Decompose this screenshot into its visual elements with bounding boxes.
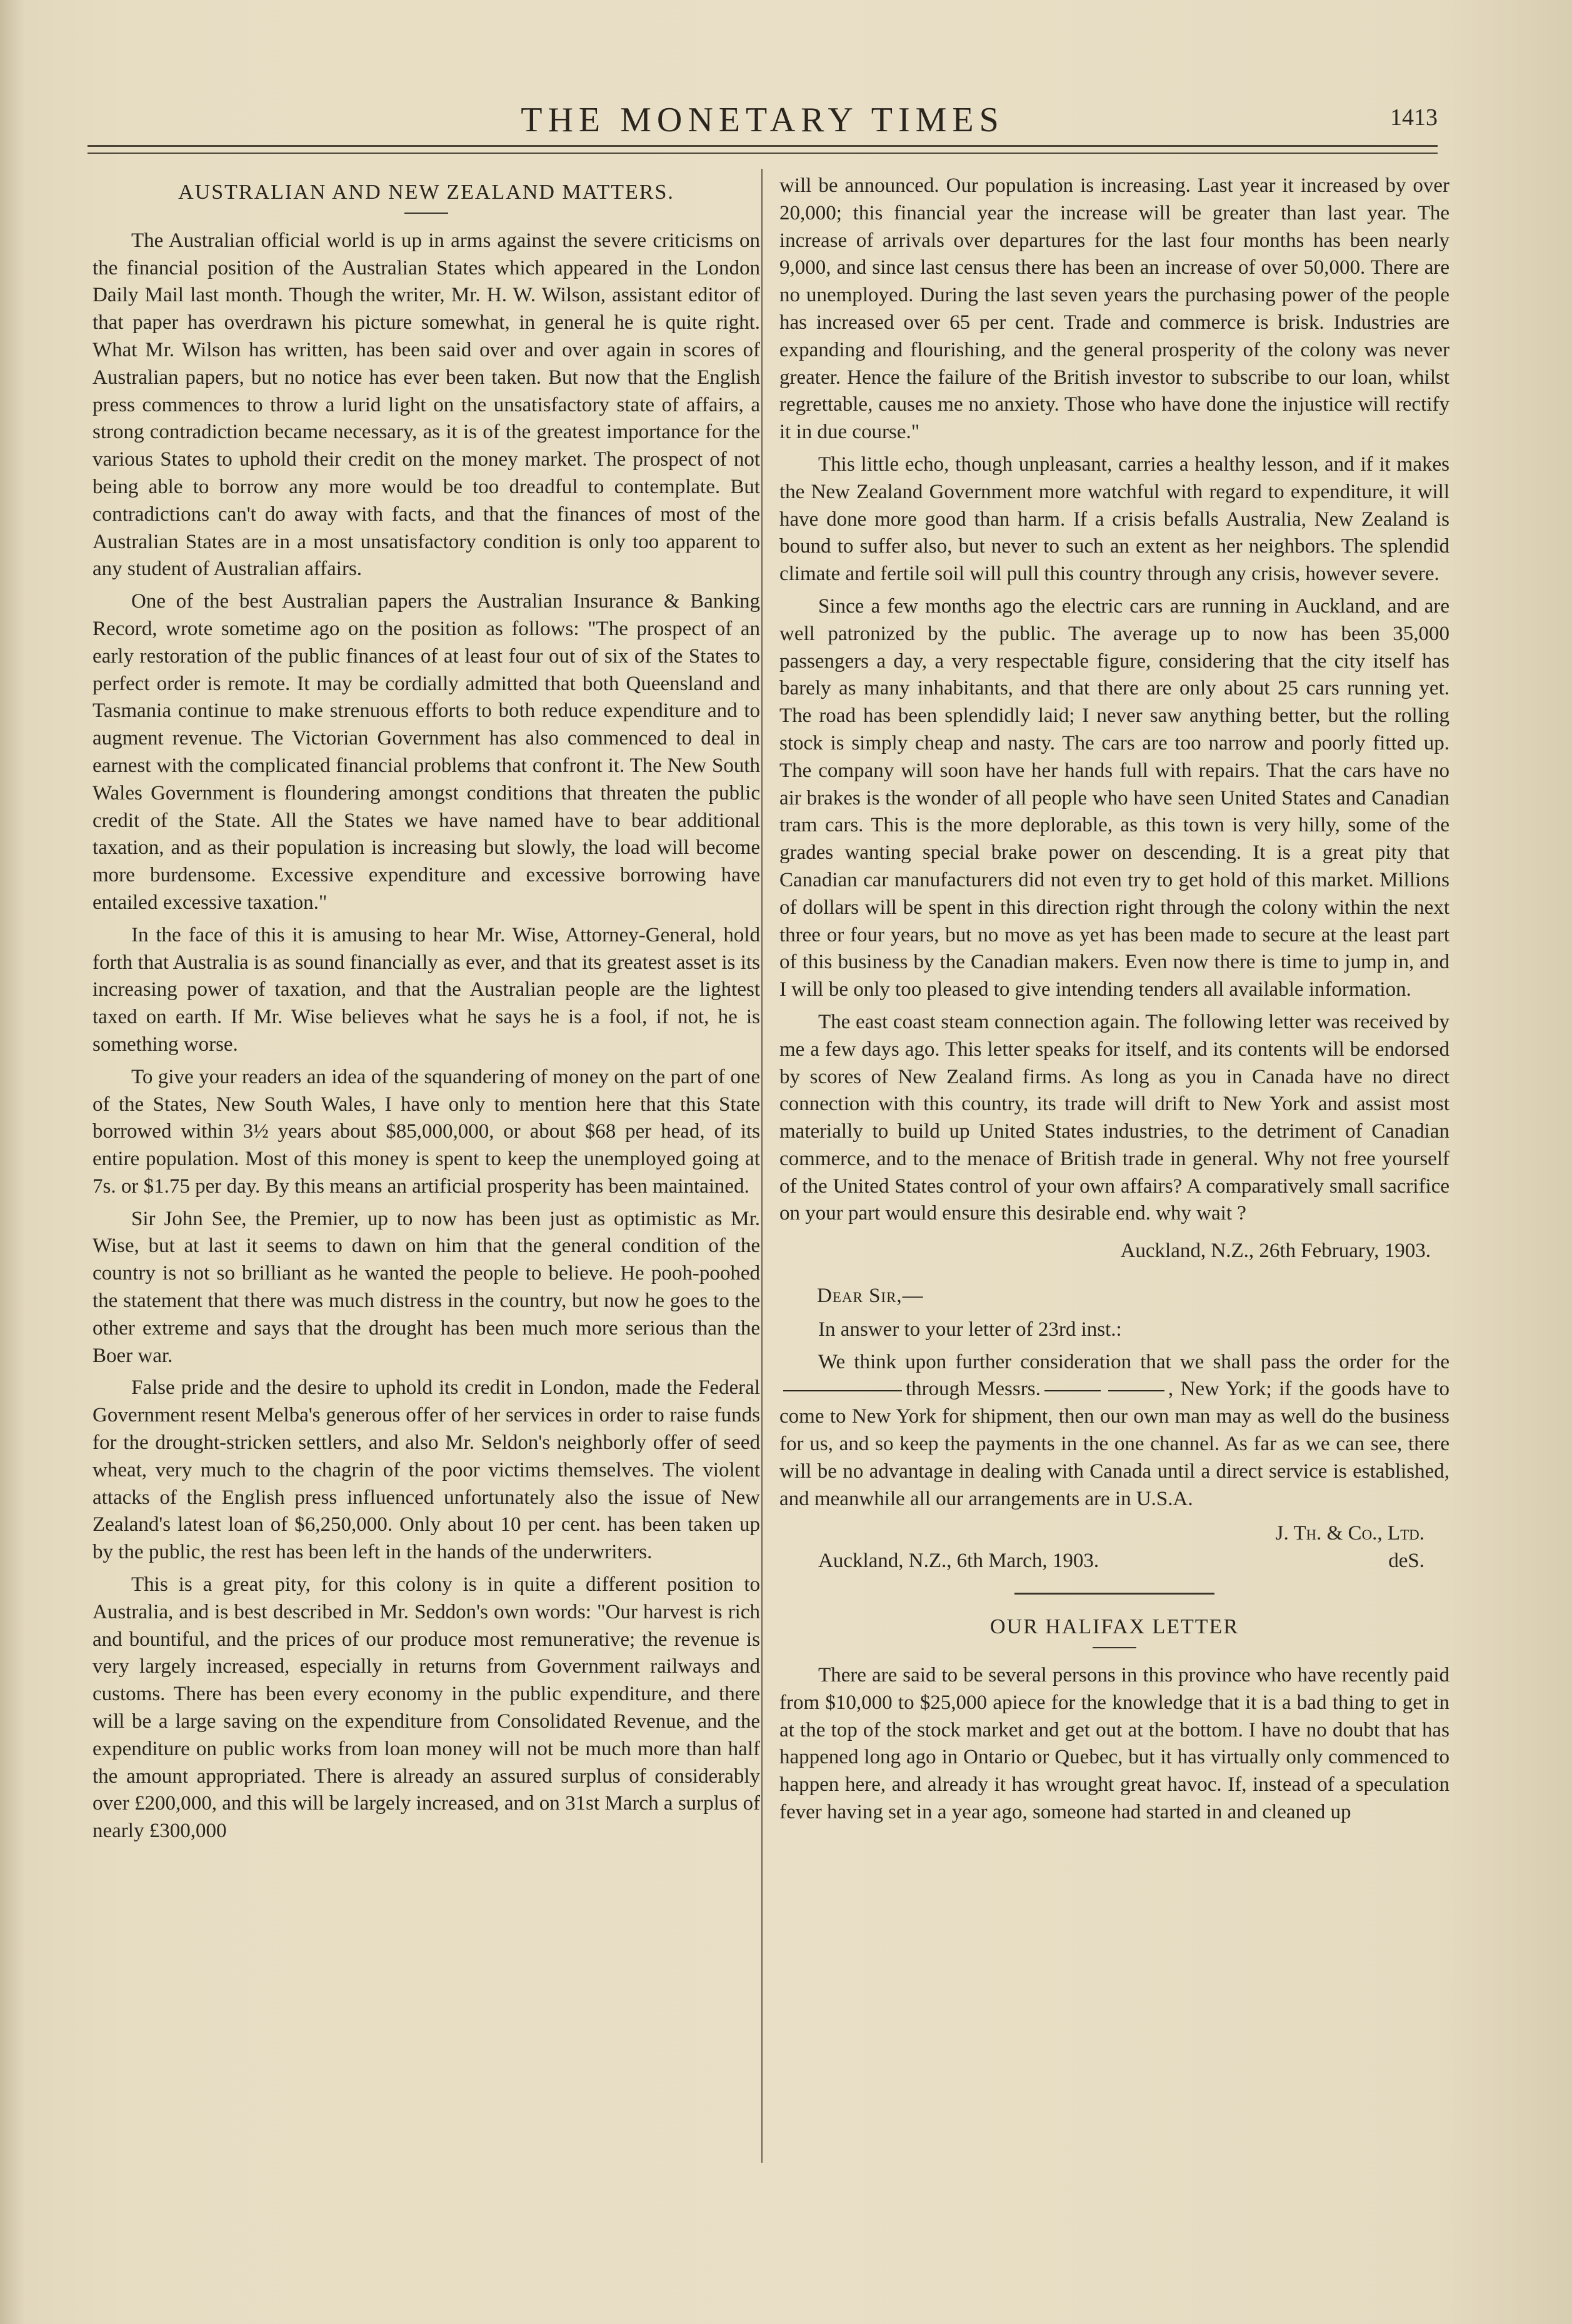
masthead bbox=[88, 100, 1438, 150]
page-number: 1413 bbox=[1390, 104, 1438, 131]
header-rule-thin bbox=[88, 153, 1438, 154]
redacted-blank bbox=[783, 1390, 902, 1391]
article-paragraph: To give your readers an idea of the squandering of money on the part of one of the States, New South Wales, I have only to mention here that this State borrowed within 3½ years about $85,000,000, or about $68 per head, of its entire population. Most of this money is spent to keep the unemployed going at 7s. or $1.75 per day. By this means an artificial prosperity has been maintained. bbox=[93, 1065, 760, 1198]
article-paragraph: In the face of this it is amusing to hear Mr. Wise, Attorney-General, hold forth that Australia is as sound financially as ever, and that its greatest asset is its increasing power of taxation, and that the Australian people are the lightest taxed on earth. If Mr. Wise believes what he says he is a fool, if not, he is something worse. bbox=[93, 923, 760, 1056]
column-divider bbox=[761, 169, 763, 2163]
heading-rule bbox=[404, 213, 448, 214]
redacted-blank bbox=[1108, 1390, 1164, 1391]
article-end-rule bbox=[1014, 1593, 1214, 1595]
letter-body bbox=[779, 1316, 1449, 1513]
article-paragraph: This is a great pity, for this colony is in quite a different position to Australia, and is best described in Mr. Seddon's own words: "Our harvest is rich and bountiful, and the prices of our produce most remunerative; the revenue is very largely increased, especially in returns from Government railways and customs. There has been every economy in the public expenditure, and there will be a large saving on the expenditure from Consolidated Revenue, and the expenditure on public works from loan money will not be much more than half the amount appropriated. There is already an assured surplus of considerably over £200,000, and this will be largely increased, and on 31st March a surplus of nearly £300,000 bbox=[93, 1573, 760, 1843]
article-paragraph: One of the best Australian papers the Australian Insurance & Banking Record, wrote sometime ago on the position as follows: "The prospect of an early restoration of the public finances of at least four out of six of the States to perfect order is remote. It may be cordially admitted that both Queensland and Tasmania continue to make strenuous efforts to both reduce expenditure and to augment revenue. The Victorian Government has also commenced to deal in earnest with the complicated financial problems that confront it. The New South Wales Government is floundering amongst conditions that threaten the public credit of the State. All the States we have named have to bear additional taxation, and as their population is increasing but slowly, the load will become more burdensome. Excessive expenditure and excessive borrowing have entailed excessive taxation." bbox=[93, 590, 760, 914]
article-paragraph: Since a few months ago the electric cars are running in Auckland, and are well patronized by the public. The average up to now has been 35,000 passengers a day, a very respectable figure, considering that the city itself has barely as many inhabitants, and that there are only about 25 cars running yet. The road has been splendidly laid; I never saw anything better, but the rolling stock is simply cheap and nasty. The cars are too narrow and poorly fitted up. The company will soon have her hands full with repairs. That the cars have no air brakes is the wonder of all people who have seen United States and Canadian tram cars. This is the more deplorable, as this town is very hilly, some of the grades wanting special brake power on descending. It is a great pity that Canadian car manufacturers did not even try to get hold of this market. Millions of dollars will be spent in this direction right through the colony within the next three or four years, but no move as yet has been made to secure at the least part of this business by the Canadian makers. Even now there is time to jump in, and I will be only too pleased to give intending tenders all available information. bbox=[779, 594, 1449, 1001]
correspondent-initials: deS. bbox=[1388, 1550, 1424, 1573]
signature-line bbox=[779, 1548, 1449, 1575]
letter-place-date: Auckland, N.Z., 26th February, 1903. bbox=[1120, 1240, 1431, 1263]
article-heading-australian-nz: AUSTRALIAN AND NEW ZEALAND MATTERS. bbox=[178, 181, 674, 204]
article-paragraph: Sir John See, the Premier, up to now has been just as optimistic as Mr. Wise, but at last it seems to dawn on him that the general condition of the country is not so brilliant as he wanted the people to believe. He pooh-poohed the statement that there was much distress in the country, but now he goes to the other extreme and says that the drought has been much more serious than the Boer war. bbox=[93, 1207, 760, 1367]
letter-salutation: Dear Sir,— bbox=[817, 1285, 924, 1308]
letter-sign-place-date: Auckland, N.Z., 6th March, 1903. bbox=[818, 1550, 1099, 1573]
article-paragraph-continued: will be announced. Our population is increasing. Last year it increased by over 20,000; this financial year the increase will be greater than last year. The increase of arrivals over departures for the last four months has been nearly 9,000, and since last census there has been an increase of over 50,000. There are no unemployed. During the last seven years the purchasing power of the people has increased over 65 per cent. Trade and commerce is brisk. Industries are expanding and flourishing, and the general prosperity of the colony was never greater. Hence the failure of the British investor to subscribe to our loan, whilst regrettable, causes me no anxiety. Those who have done the injustice will rectify it in due course." bbox=[779, 174, 1449, 444]
redacted-blank bbox=[1044, 1390, 1101, 1391]
letter-text: through Messrs. bbox=[906, 1378, 1041, 1401]
right-column bbox=[779, 173, 1449, 1831]
letter-signature: J. Th. & Co., Ltd. bbox=[1275, 1522, 1424, 1545]
header-rule bbox=[88, 145, 1438, 147]
article-paragraph: There are said to be several persons in this province who have recently paid from $10,000 to $25,000 apiece for the knowledge that it is a bad thing to get in at the top of the stock market and get out at the bottom. I have no doubt that has happened long ago in Ontario or Quebec, but it has virtually only commenced to happen here, and already it has wrought great havoc. If, instead of a speculation fever having set in a year ago, someone had started in and cleaned up bbox=[779, 1664, 1449, 1824]
article-heading-halifax: OUR HALIFAX LETTER bbox=[990, 1615, 1239, 1639]
publication-title: THE MONETARY TIMES bbox=[521, 101, 1004, 139]
article-paragraph: The Australian official world is up in arms against the severe criticisms on the financial position of the Australian States which appeared in the London Daily Mail last month. Though the writer, Mr. H. W. Wilson, assistant editor of that paper has overdrawn his picture somewhat, in general he is quite right. What Mr. Wilson has written, has been said over and over again in scores of Australian papers, but no notice has ever been taken. But now that the English press commences to throw a lurid light on the unsatisfactory state of affairs, a strong contradiction became necessary, as it is of the greatest importance for the various States to uphold their credit on the money market. The prospect of not being able to borrow any more would be too dreadful to contemplate. But contradictions can't do away with facts, and that the finances of most of the Australian States are in a most unsatisfactory condition is only too apparent to any student of Australian affairs. bbox=[93, 229, 760, 581]
article-paragraph: The east coast steam connection again. The following letter was received by me a few days ago. This letter speaks for itself, and its contents will be endorsed by scores of New Zealand firms. As long as you in Canada have no direct connection with this country, its trade will drift to New York and assist most materially to build up United States industries, to the detriment of Canadian commerce, and to the menace of British trade in general. Why not free yourself of the United States control of your own affairs? A comparatively small sacrifice on your part would ensure this desirable end. why wait ? bbox=[779, 1010, 1449, 1225]
article-paragraph: False pride and the desire to uphold its credit in London, made the Federal Government resent Melba's generous offer of her services in order to raise funds for the drought-stricken settlers, and also Mr. Seldon's neighborly offer of seed wheat, very much to the chagrin of the poor victims themselves. The violent attacks of the English press influenced unfortunately also the issue of New Zealand's latest loan of $6,250,000. Only about 10 per cent. has been taken up by the public, the rest has been left in the hands of the underwriters. bbox=[93, 1376, 760, 1564]
letter-text: , New York; if the goods have to come to New York for shipment, then our own man may as well do the business for us, and so keep the payments in the one channel. As far as we can see, there will be no advantage in dealing with Canada until a direct service is established, and meanwhile all our arrangements are in U.S.A. bbox=[779, 1378, 1449, 1510]
left-column bbox=[93, 173, 760, 1850]
letter-text: We think upon further consideration that we shall pass the order for the bbox=[818, 1350, 1449, 1373]
letter-paragraph bbox=[779, 1349, 1449, 1513]
article-paragraph: This little echo, though unpleasant, carries a healthy lesson, and if it makes the New Zealand Government more watchful with regard to expenditure, it will have done more good than harm. If a crisis befalls Australia, New Zealand is bound to suffer also, but never to such an extent as her neighbors. The splendid climate and fertile soil will pull this country through any crisis, however severe. bbox=[779, 453, 1449, 586]
letter-line: In answer to your letter of 23rd inst.: bbox=[818, 1318, 1122, 1341]
heading-rule bbox=[1093, 1647, 1136, 1648]
